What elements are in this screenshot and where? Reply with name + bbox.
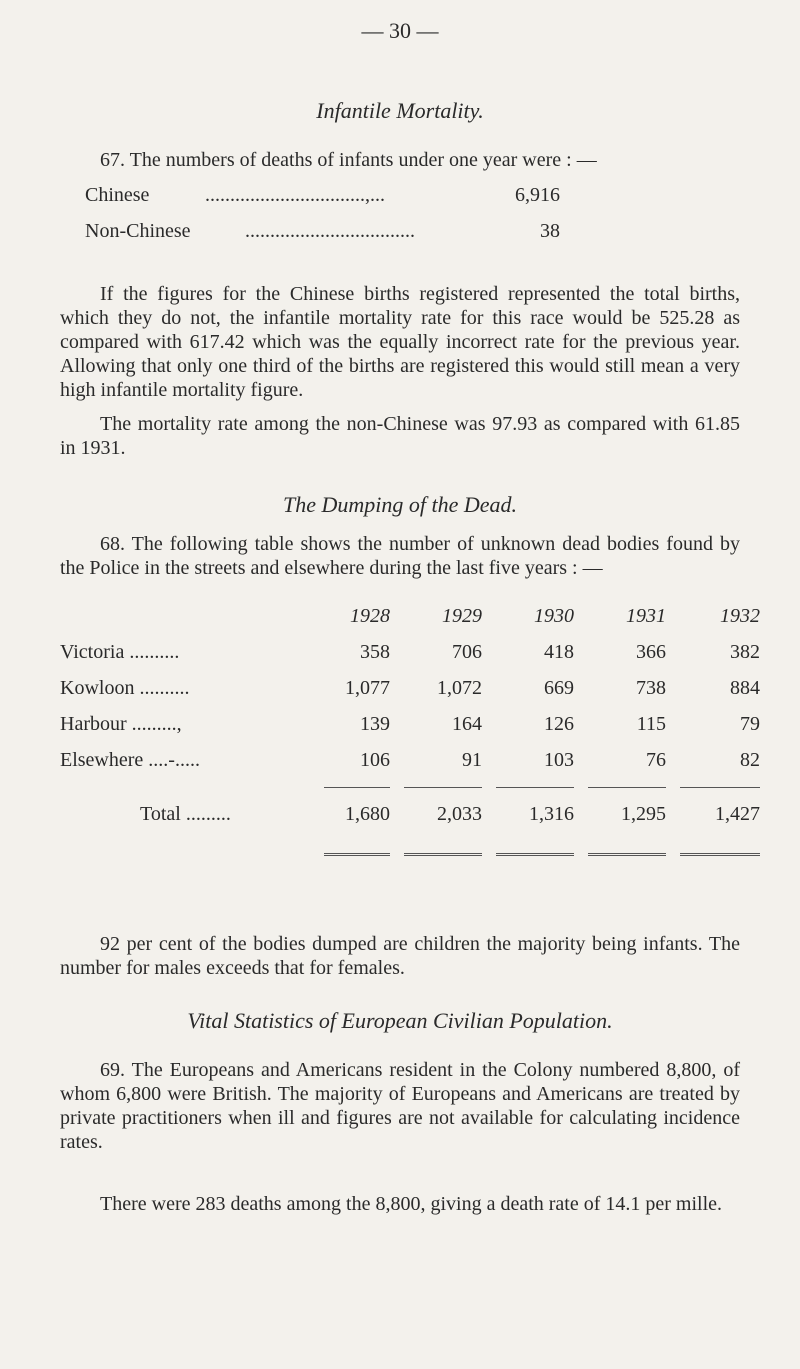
- section-67-intro: 67. The numbers of deaths of infants under one year were : —: [100, 149, 597, 171]
- row-label-text: Harbour: [60, 712, 127, 735]
- total-label: [60, 796, 310, 832]
- total-cell: 2,033: [437, 802, 482, 825]
- year-header: 1929: [442, 604, 482, 627]
- dumping-of-dead-heading: The Dumping of the Dead.: [282, 492, 518, 517]
- section-68-note: 92 per cent of the bodies dumped are children the majority being infants. The number for males exceeds that for females.: [60, 933, 740, 979]
- table-cell: 164: [452, 712, 482, 735]
- sum-rule: [496, 787, 574, 788]
- rule-cell: [482, 778, 574, 796]
- vital-statistics-heading: Vital Statistics of European Civilian Population.: [187, 1008, 613, 1033]
- table-cell: 82: [740, 748, 760, 771]
- table-cell: 76: [646, 748, 666, 771]
- row-label-text: Kowloon: [60, 676, 135, 699]
- total-label-dots: .........: [180, 802, 231, 825]
- row-label-dots: ....-.....: [143, 748, 200, 771]
- table-row: [60, 742, 760, 778]
- non-chinese-dots: ..................................: [245, 220, 415, 242]
- table-cell: 103: [544, 748, 574, 771]
- rule-spacer: [60, 832, 310, 856]
- rule-cell: [310, 832, 390, 856]
- table-double-rule-row: [60, 832, 760, 856]
- table-cell: 382: [730, 640, 760, 663]
- section-69-paragraph-2: There were 283 deaths among the 8,800, giving a death rate of 14.1 per mille.: [100, 1193, 723, 1215]
- total-cell: 1,427: [715, 802, 760, 825]
- row-label-dots: .........,: [126, 712, 182, 735]
- total-label-text: Total: [140, 802, 181, 825]
- row-label-dots: ..........: [134, 676, 190, 699]
- total-double-rule: [324, 853, 390, 856]
- total-double-rule: [680, 853, 760, 856]
- table-cell: 884: [730, 676, 760, 699]
- table-row: [60, 706, 760, 742]
- unknown-dead-bodies-table: [60, 598, 760, 856]
- page-number: — 30 —: [361, 18, 439, 43]
- non-chinese-label: Non-Chinese: [85, 220, 191, 242]
- total-double-rule: [588, 853, 666, 856]
- non-chinese-value: 38: [540, 220, 560, 242]
- table-cell: 106: [360, 748, 390, 771]
- rule-cell: [574, 778, 666, 796]
- infantile-mortality-heading: Infantile Mortality.: [316, 98, 484, 123]
- table-cell: 79: [740, 712, 760, 735]
- section-67-paragraph-1: If the figures for the Chinese births registered represented the total births, which they do not, the infantile mortality rate for this race would be 525.28 as compared with 617.42 which was the equally incorrect rate for the previous year. Allowing that only one third of the births are registered this would still mean a very high infantile mortality figure.: [60, 283, 740, 401]
- sum-rule: [404, 787, 482, 788]
- section-68-intro: 68. The following table shows the number of unknown dead bodies found by the Police in the streets and elsewhere during the last five years : —: [60, 533, 740, 579]
- table-cell: 366: [636, 640, 666, 663]
- row-label-dots: ..........: [124, 640, 180, 663]
- total-double-rule: [404, 853, 482, 856]
- table-row: [60, 670, 760, 706]
- section-69-paragraph-1: 69. The Europeans and Americans resident in the Colony numbered 8,800, of whom 6,800 were British. The majority of Europeans and Americans are treated by private practitioners when ill and figures are not available for calculating incidence rates.: [60, 1059, 740, 1153]
- table-cell: 91: [462, 748, 482, 771]
- sum-rule: [588, 787, 666, 788]
- total-cell: 1,295: [621, 802, 666, 825]
- table-cell: 738: [636, 676, 666, 699]
- table-cell: 358: [360, 640, 390, 663]
- row-label: [60, 670, 310, 706]
- total-double-rule: [496, 853, 574, 856]
- rule-cell: [390, 778, 482, 796]
- total-cell: 1,680: [345, 802, 390, 825]
- rule-cell: [482, 832, 574, 856]
- table-header-row: [60, 598, 760, 634]
- year-header: 1932: [720, 604, 760, 627]
- rule-cell: [310, 778, 390, 796]
- chinese-dots: ................................,...: [205, 184, 385, 206]
- row-label-text: Victoria: [60, 640, 125, 663]
- table-cell: 1,077: [345, 676, 390, 699]
- section-67-paragraph-2: The mortality rate among the non-Chinese was 97.93 as compared with 61.85 in 1931.: [60, 413, 740, 459]
- table-cell: 669: [544, 676, 574, 699]
- sum-rule: [324, 787, 390, 788]
- table-cell: 418: [544, 640, 574, 663]
- rule-cell: [574, 832, 666, 856]
- table-rule-row: [60, 778, 760, 796]
- row-label-text: Elsewhere: [60, 748, 144, 771]
- rule-cell: [666, 778, 760, 796]
- year-header: 1928: [350, 604, 390, 627]
- row-label: [60, 742, 310, 778]
- table-cell: 126: [544, 712, 574, 735]
- table-cell: 115: [636, 712, 666, 735]
- table-row: [60, 634, 760, 670]
- chinese-label: Chinese: [85, 184, 150, 206]
- rule-cell: [666, 832, 760, 856]
- year-header: 1930: [534, 604, 574, 627]
- rule-spacer: [60, 778, 310, 796]
- rule-cell: [390, 832, 482, 856]
- year-header: 1931: [626, 604, 666, 627]
- sum-rule: [680, 787, 760, 788]
- row-label: [60, 706, 310, 742]
- header-spacer: [60, 598, 310, 634]
- table-total-row: [60, 796, 760, 832]
- chinese-value: 6,916: [515, 184, 560, 206]
- table-cell: 1,072: [437, 676, 482, 699]
- table-cell: 706: [452, 640, 482, 663]
- table-cell: 139: [360, 712, 390, 735]
- total-cell: 1,316: [529, 802, 574, 825]
- row-label: [60, 634, 310, 670]
